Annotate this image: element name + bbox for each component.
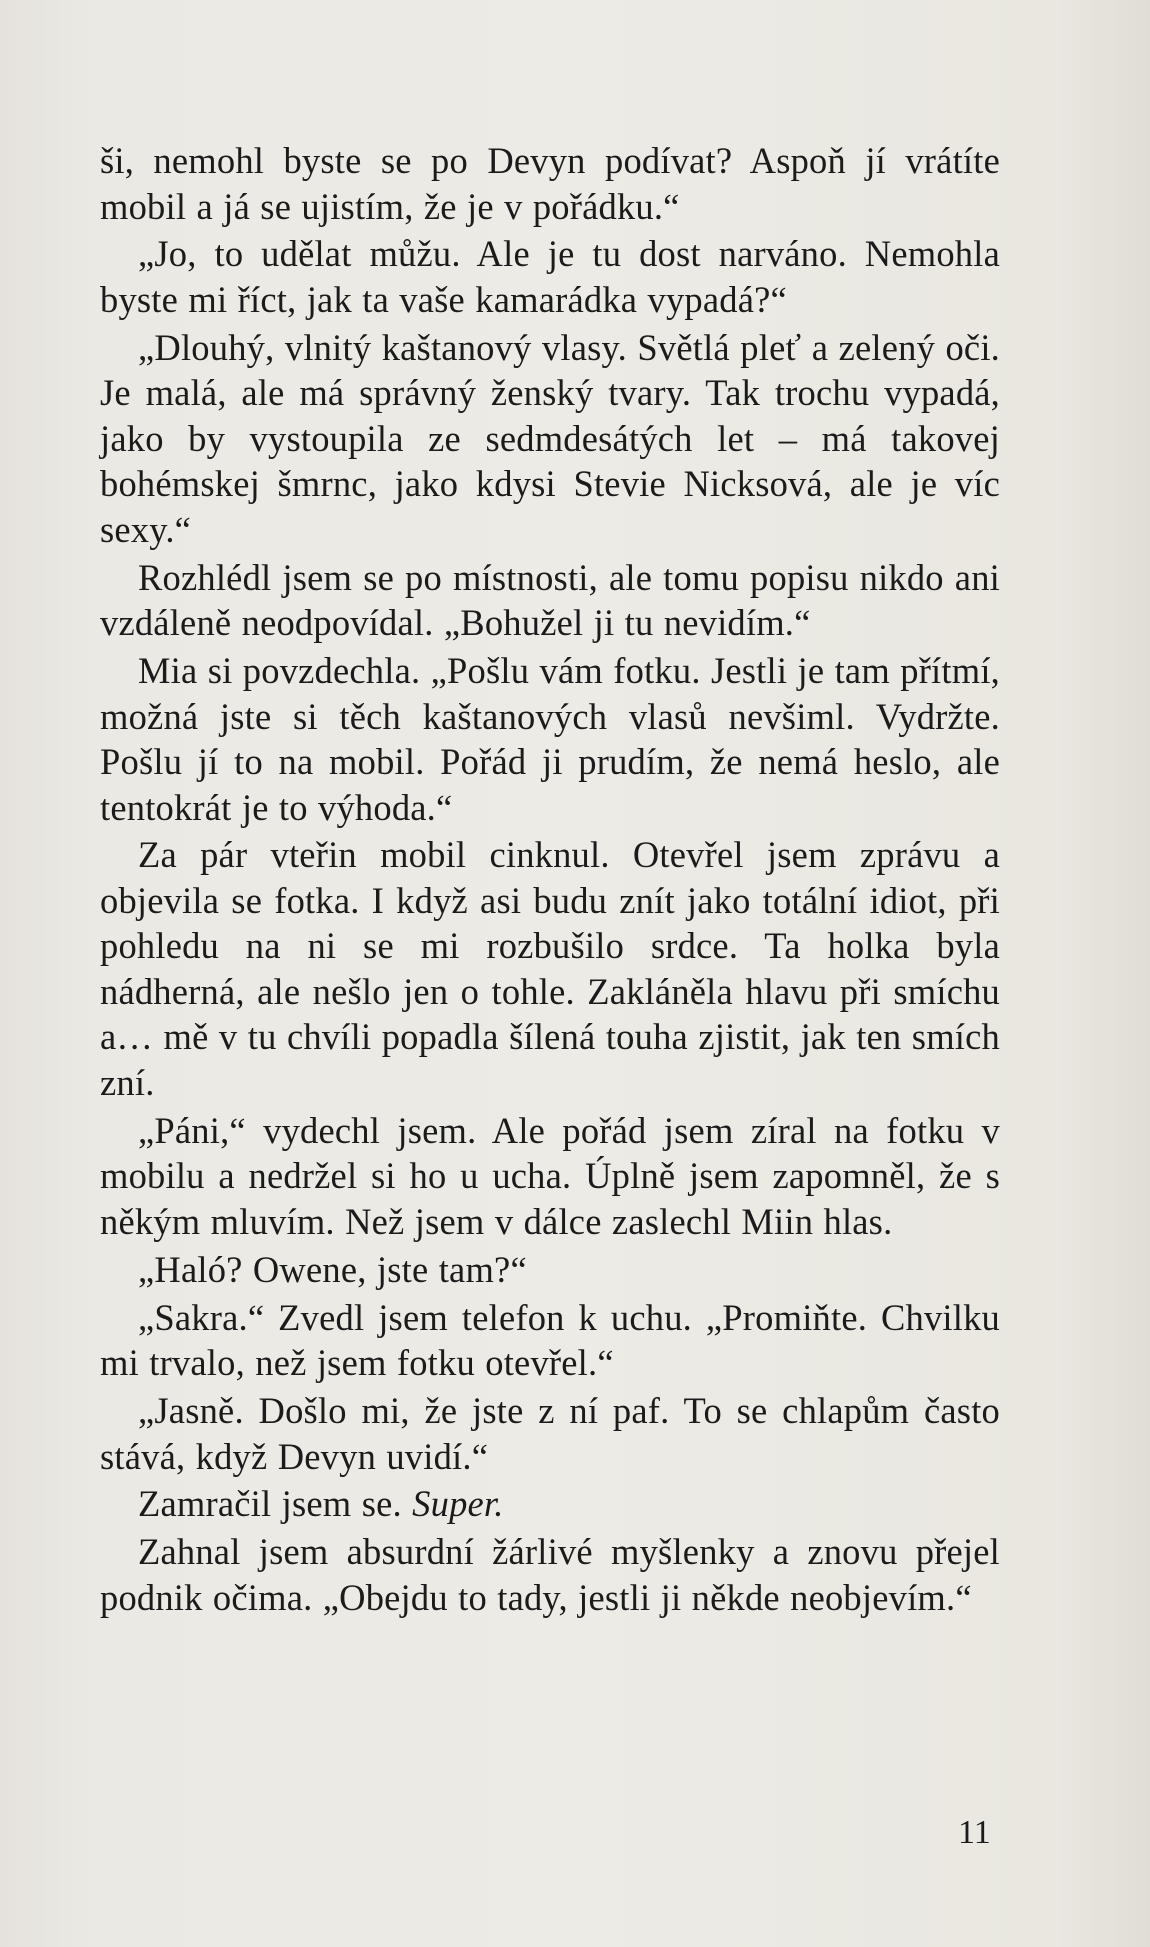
- paragraph: „Jasně. Došlo mi, že jste z ní paf. To se chlapům často stává, když Devyn uvidí.“: [100, 1390, 1000, 1477]
- body-text: [100, 138, 1000, 1623]
- paragraph: „Sakra.“ Zvedl jsem telefon k uchu. „Promiňte. Chvilku mi trvalo, než jsem fotku otevřel.“: [100, 1296, 1000, 1384]
- paragraph: Mia si povzdechla. „Pošlu vám fotku. Jestli je tam přítmí, možná jste si těch kaštanových vlasů nevšiml. Vydržte. Pošlu jí to na mobil. Pořád ji prudím, že nemá heslo, ale tentokrát je to výhoda.“: [100, 650, 1000, 828]
- paragraph: ši, nemohl byste se po Devyn podívat? Aspoň jí vrátíte mobil a já se ujistím, že je v pořádku.“: [100, 140, 1000, 227]
- paragraph: „Jo, to udělat můžu. Ale je tu dost narváno. Nemohla byste mi říct, jak ta vaše kamarádka vypadá?“: [100, 233, 1000, 320]
- paragraph: Za pár vteřin mobil cinknul. Otevřel jsem zprávu a objevila se fotka. I když asi budu znít jako totální idiot, při pohledu na ni se mi rozbušilo srdce. Ta holka byla nádherná, ale nešlo jen o tohle. Zakláněla hlavu při smíchu a… mě v tu chvíli popadla šílená touha zjistit, jak ten smích zní.: [100, 834, 1000, 1103]
- page-number: 11: [958, 1814, 991, 1851]
- paragraph-text: Zamračil jsem se.: [138, 1483, 413, 1525]
- paragraph: „Haló? Owene, jste tam?“: [138, 1248, 527, 1290]
- paragraph: Rozhlédl jsem se po místnosti, ale tomu popisu nikdo ani vzdáleně neodpovídal. „Bohužel ji tu nevidím.“: [100, 556, 1000, 644]
- paragraph: „Páni,“ vydechl jsem. Ale pořád jsem zíral na fotku v mobilu a nedržel si ho u ucha. Úplně jsem zapomněl, že s někým mluvím. Než jsem v dálce zaslechl Miin hlas.: [100, 1109, 1000, 1242]
- paragraph: „Dlouhý, vlnitý kaštanový vlasy. Světlá pleť a zelený oči. Je malá, ale má správný ženský tvary. Tak trochu vypadá, jako by vystoupila ze sedmdesátých let – má takovej bohémskej šmrnc, jako kdysi Stevie Nicksová, ale je víc sexy.“: [100, 326, 1000, 550]
- paragraph: Zahnal jsem absurdní žárlivé myšlenky a znovu přejel podnik očima. „Obejdu to tady, jestli ji někde neobjevím.“: [100, 1531, 1000, 1618]
- paragraph-super: [100, 1481, 1000, 1527]
- italic-emphasis: Super.: [412, 1483, 504, 1525]
